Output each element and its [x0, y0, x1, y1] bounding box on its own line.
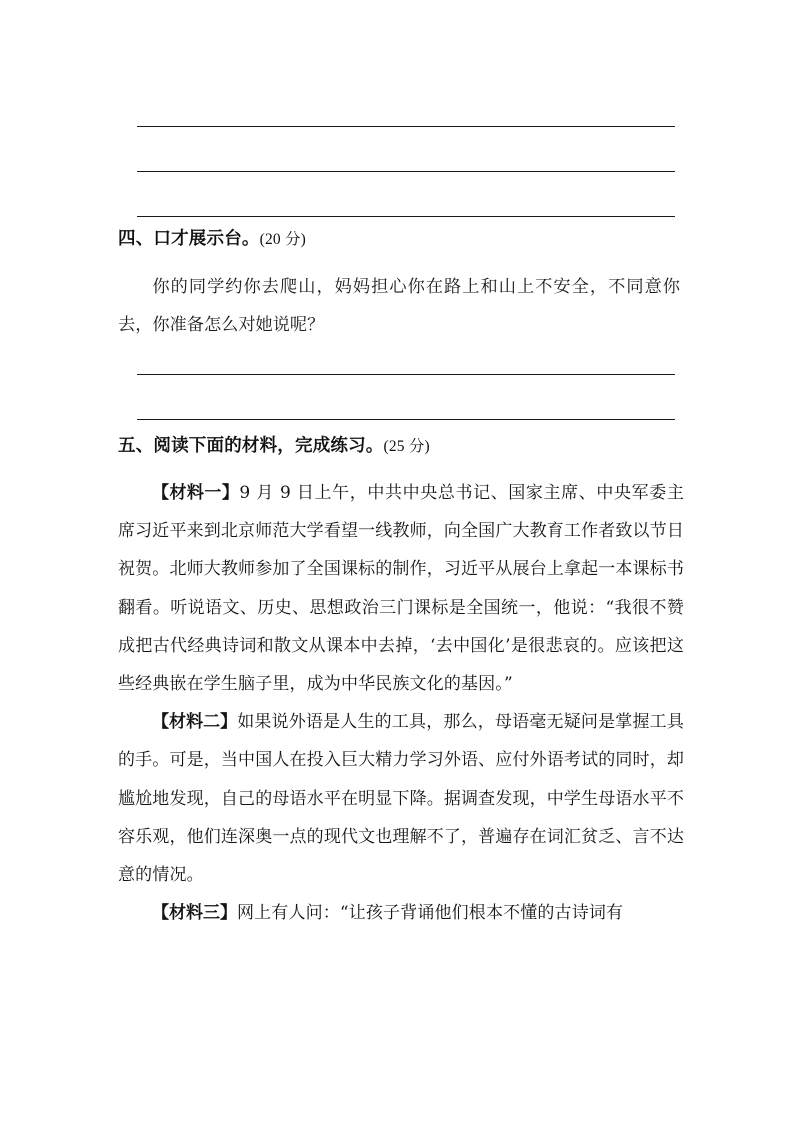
- section-five-title: 五、阅读下面的材料，完成练习。: [118, 436, 384, 456]
- section-four-score: (20 分): [259, 231, 307, 248]
- answer-line[interactable]: [137, 374, 675, 375]
- material-paragraph-three: [118, 894, 684, 932]
- section-heading-four: [118, 231, 306, 249]
- material-paragraph-two: [118, 703, 684, 894]
- material-tag-two: 【材料二】: [152, 712, 238, 733]
- section-heading-five: [118, 438, 430, 456]
- material-text-two: 如果说外语是人生的工具，那么，母语毫无疑问是掌握工具的手。可是，当中国人在投入巨大精力学习外语、应付外语考试的同时，却尴尬地发现，自己的母语水平在明显下降。据调查发现，中学生母语水平不容乐观，他们连深奥一点的现代文也理解不了，普遍存在词汇贫乏、言不达意的情况。: [118, 712, 684, 886]
- answer-line[interactable]: [137, 171, 675, 172]
- section-five-score: (25 分): [383, 438, 430, 455]
- section-four-prompt: 你的同学约你去爬山，妈妈担心你在路上和山上不安全，不同意你去，你准备怎么对她说呢？: [118, 277, 680, 335]
- page-bottom-margin: [0, 1005, 793, 1122]
- section-four-title: 四、口才展示台。: [118, 229, 260, 249]
- answer-lines-top: [137, 126, 675, 217]
- reading-materials: [118, 474, 684, 932]
- material-text-three: 网上有人问：“让孩子背诵他们根本不懂的古诗词有: [237, 903, 624, 924]
- answer-line[interactable]: [137, 419, 675, 420]
- answer-line[interactable]: [137, 126, 675, 127]
- material-paragraph-one: [118, 474, 684, 703]
- answer-lines-middle: [137, 374, 675, 420]
- answer-line[interactable]: [137, 216, 675, 217]
- material-tag-one: 【材料一】: [152, 483, 240, 503]
- material-text-one: 9 月 9 日上午，中共中央总书记、国家主席、中央军委主席习近平来到北京师范大学看望一线教师，向全国广大教育工作者致以节日祝贺。北师大教师参加了全国课标的制作，习近平从展台上拿起一本课标书翻看。听说语文、历史、思想政治三门课标是全国统一，他说：“我很不赞成把古代经典诗词和散文从课本中去掉，‘去中国化’是很悲哀的。应该把这些经典嵌在学生脑子里，成为中华民族文化的基因。”: [118, 483, 684, 695]
- material-tag-three: 【材料三】: [152, 903, 237, 924]
